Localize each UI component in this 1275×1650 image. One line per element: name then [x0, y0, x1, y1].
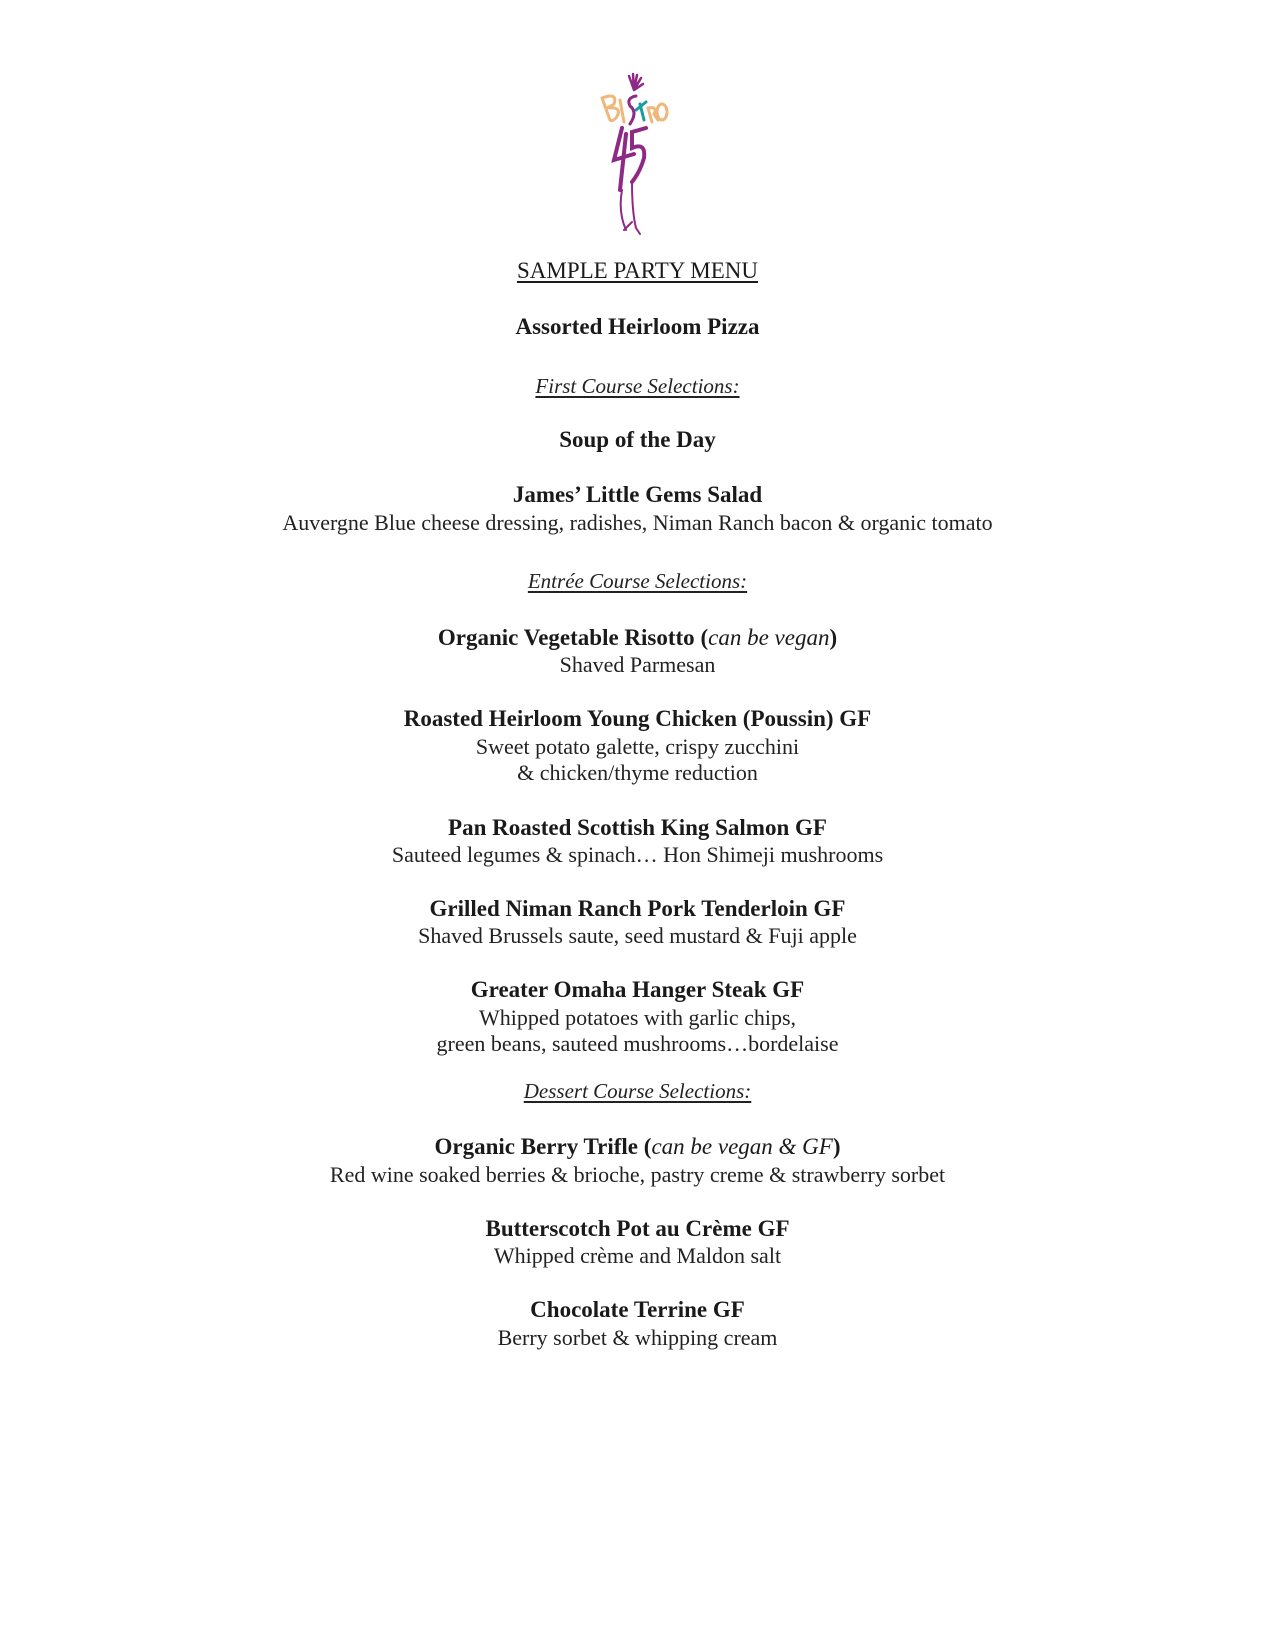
dish-description: Sauteed legumes & spinach… Hon Shimeji mushrooms: [391, 842, 884, 867]
dish-young-chicken: Roasted Heirloom Young Chicken (Poussin) GF: [403, 706, 872, 731]
dish-hanger-steak: Greater Omaha Hanger Steak GF: [470, 977, 805, 1002]
dish-description: & chicken/thyme reduction: [517, 760, 758, 785]
dish-description: Whipped crème and Maldon salt: [493, 1243, 782, 1268]
dish-description: Berry sorbet & whipping cream: [497, 1325, 778, 1350]
dish-soup-of-the-day: Soup of the Day: [559, 427, 716, 452]
dish-description: green beans, sauteed mushrooms…bordelaise: [436, 1031, 839, 1056]
dish-butterscotch-pot-au-creme: Butterscotch Pot au Crème GF: [485, 1216, 790, 1241]
dish-description: Sweet potato galette, crispy zucchini: [475, 734, 800, 759]
dish-description: Auvergne Blue cheese dressing, radishes, Niman Ranch bacon & organic tomato: [282, 510, 993, 535]
dish-little-gems-salad: James’ Little Gems Salad: [512, 482, 763, 507]
dish-king-salmon: Pan Roasted Scottish King Salmon GF: [448, 815, 827, 840]
entree-course-heading: Entrée Course Selections:: [527, 569, 748, 593]
dish-name: Organic Berry Trifle: [434, 1134, 639, 1159]
starter-name: Assorted Heirloom Pizza: [515, 314, 760, 339]
dish-pork-tenderloin: Grilled Niman Ranch Pork Tenderloin GF: [429, 896, 846, 921]
bistro-45-logo: [596, 72, 676, 237]
dish-vegetable-risotto: Organic Vegetable Risotto (can be vegan): [437, 625, 838, 650]
dish-description: Whipped potatoes with garlic chips,: [478, 1005, 797, 1030]
menu-title: SAMPLE PARTY MENU: [516, 258, 759, 283]
dish-name: Organic Vegetable Risotto: [437, 625, 695, 650]
logo-icon: [596, 72, 676, 237]
dish-description: Shaved Parmesan: [559, 652, 716, 677]
dish-chocolate-terrine: Chocolate Terrine GF: [530, 1297, 745, 1322]
dish-note: can be vegan & GF: [651, 1134, 833, 1159]
dish-description: Shaved Brussels saute, seed mustard & Fuji apple: [418, 923, 857, 948]
dish-description: Red wine soaked berries & brioche, pastry creme & strawberry sorbet: [329, 1162, 946, 1187]
dish-note: can be vegan: [708, 625, 830, 650]
first-course-heading: First Course Selections:: [535, 374, 740, 398]
dessert-course-heading: Dessert Course Selections:: [523, 1079, 752, 1103]
dish-berry-trifle: Organic Berry Trifle (can be vegan & GF): [434, 1134, 841, 1159]
